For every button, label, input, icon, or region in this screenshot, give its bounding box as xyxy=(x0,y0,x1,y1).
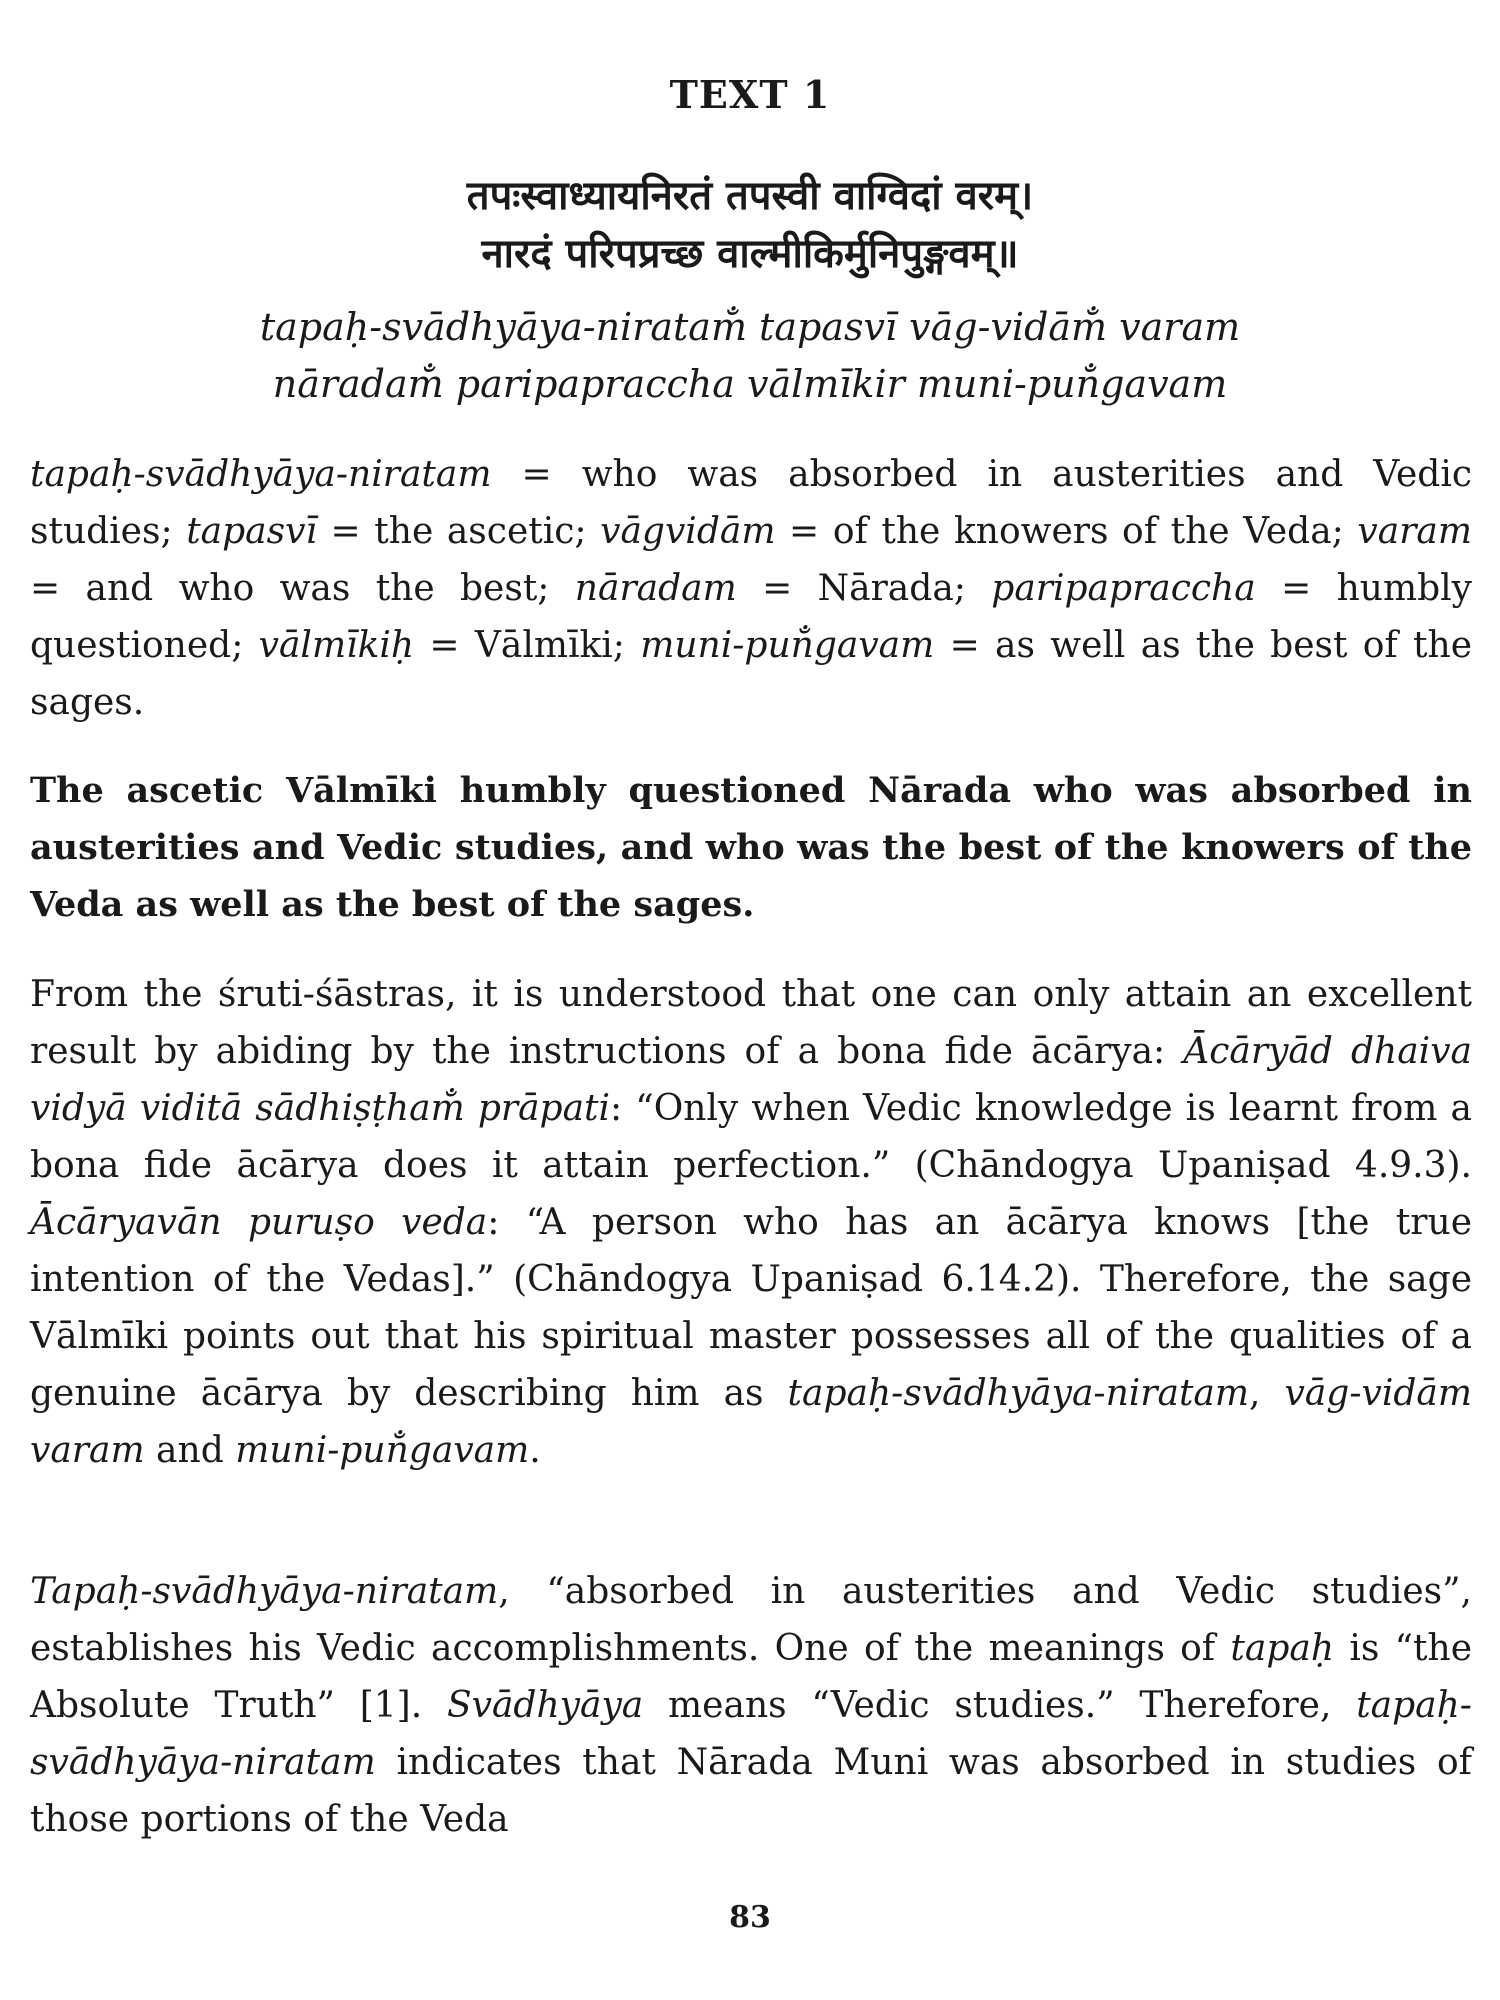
purport-quote: Ācāryavān puruṣo veda xyxy=(30,1202,488,1243)
synonym-term: tapasvī xyxy=(186,511,317,552)
synonym-term: varam xyxy=(1357,511,1472,552)
translation-paragraph: The ascetic Vālmīki humbly questioned Nārada who was absorbed in austerities and Vedic studies, and who was the best of the knowers of the Veda as well as the best of the sages. xyxy=(30,770,1472,925)
transliteration-line-1: tapaḥ-svādhyāya-niratam̐ tapasvī vāg-vidām̐ varam xyxy=(259,305,1241,349)
purport-text: From the śruti-śāstras, it is understood that one can only attain an excellent result by abiding by the instructions of a bona fide ācārya: xyxy=(30,974,1472,1072)
synonym-meaning: = Nārada; xyxy=(736,568,992,609)
purport-term: tapaḥ-svādhyāya-niratam xyxy=(30,1685,1472,1783)
purport-term: tapaḥ xyxy=(1230,1628,1335,1669)
synonym-term: muni-pun̐gavam xyxy=(640,625,935,666)
text-heading: TEXT 1 xyxy=(669,72,831,117)
purport-text: , “absorbed in austerities and Vedic studies”, establishes his Vedic accomplishments. One of the meanings of xyxy=(30,1571,1472,1669)
synonym-term: paripapraccha xyxy=(991,568,1256,609)
purport-term: Tapaḥ-svādhyāya-niratam xyxy=(30,1571,499,1612)
purport-quote: Ācāryād dhaiva vidyā viditā sādhiṣṭham̐ prāpati xyxy=(30,1031,1472,1129)
page-number: 83 xyxy=(729,1900,771,1935)
synonym-meaning: = Vālmīki; xyxy=(414,625,641,666)
synonym-term: tapaḥ-svādhyāya-niratam xyxy=(30,454,492,495)
devanagari-verse-line-1: तपःस्वाध्यायनिरतं तपस्वी वाग्विदां वरम्। xyxy=(466,172,1034,219)
purport-term: muni-pun̐gavam xyxy=(235,1430,530,1471)
purport-paragraph-2 xyxy=(30,1563,1472,1848)
synonym-meaning: = humbly questioned; xyxy=(30,568,1472,666)
synonym-meaning: = the ascetic; xyxy=(316,511,601,552)
synonym-meaning: = and who was the best; xyxy=(30,568,575,609)
devanagari-verse-line-2: नारदं परिपप्रच्छ वाल्मीकिर्मुनिपुङ्गवम्॥ xyxy=(481,230,1019,277)
transliteration-line-2: nāradam̐ paripapraccha vālmīkir muni-pun̐gavam xyxy=(272,362,1228,406)
purport-paragraph-1 xyxy=(30,966,1472,1479)
purport-text: and xyxy=(144,1430,236,1471)
purport-text: indicates that Nārada Muni was absorbed in studies of those portions of the Veda xyxy=(30,1742,1472,1840)
purport-term: tapaḥ-svādhyāya-niratam xyxy=(787,1373,1250,1414)
synonym-term: vāgvidām xyxy=(600,511,776,552)
purport-text: . xyxy=(529,1430,541,1471)
synonym-term: vālmīkiḥ xyxy=(258,625,415,666)
purport-text: is “the Absolute Truth” [1]. xyxy=(30,1628,1472,1726)
purport-text: , xyxy=(1249,1373,1285,1414)
purport-term: Svādhyāya xyxy=(446,1685,644,1726)
purport-term: vāg-vidām varam xyxy=(30,1373,1472,1471)
synonyms-paragraph xyxy=(30,446,1472,731)
purport-text: : “Only when Vedic knowledge is learnt from a bona fide ācārya does it attain perfection.” (Chāndogya Upaniṣad 4.9.3). xyxy=(30,1088,1473,1186)
synonym-meaning: = of the knowers of the Veda; xyxy=(775,511,1358,552)
synonym-meaning: = who was absorbed in austerities and Vedic studies; xyxy=(30,454,1472,552)
purport-text: means “Vedic studies.” Therefore, xyxy=(643,1685,1357,1726)
synonym-meaning: = as well as the best of the sages. xyxy=(30,625,1472,723)
synonym-term: nāradam xyxy=(574,568,737,609)
purport-text: : “A person who has an ācārya knows [the true intention of the Vedas].” (Chāndogya Upaniṣad 6.14.2). Therefore, the sage Vālmīki points out that his spiritual master possesses all of the qualities of a genuine ācārya by describing him as xyxy=(30,1202,1472,1414)
